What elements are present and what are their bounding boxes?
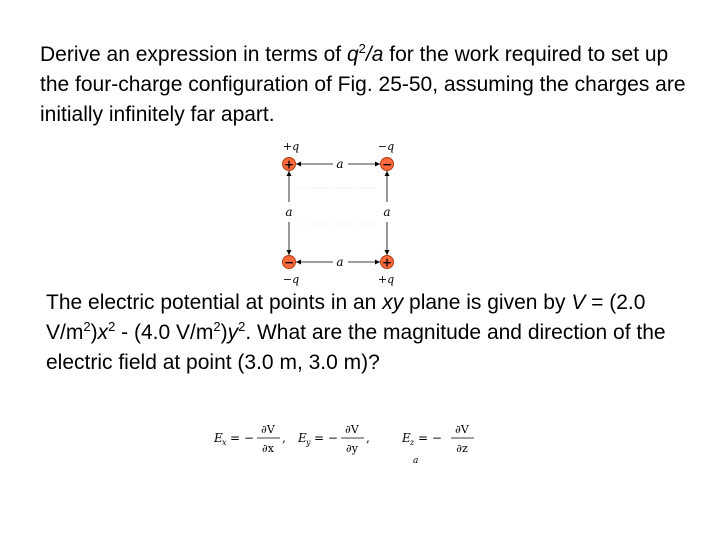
charge-label: −q	[377, 140, 395, 153]
problem-2-text	[46, 288, 706, 378]
formula-numerator: ∂V	[345, 423, 359, 436]
side-label: a	[285, 205, 293, 219]
arrowhead	[375, 162, 380, 167]
side-label: a	[383, 205, 391, 219]
formula-numerator: ∂V	[455, 423, 469, 436]
formula-equals: = −	[418, 431, 442, 445]
formula-stray-label: a	[413, 456, 419, 466]
text-run: y	[227, 321, 239, 344]
arrowhead	[287, 171, 292, 176]
side-label: a	[336, 255, 344, 269]
formula-numerator: ∂V	[261, 423, 275, 436]
arrowhead	[287, 250, 292, 255]
formula-denominator: ∂x	[262, 442, 274, 455]
electric-field-formula	[210, 410, 480, 470]
superscript: 2	[213, 319, 221, 334]
formula-comma: ,	[282, 431, 286, 445]
text-run: - (4.0 V/m	[115, 321, 214, 344]
formula-subscript: z	[410, 438, 415, 447]
arrowhead	[296, 260, 301, 265]
superscript: 2	[83, 319, 91, 334]
text-run: plane is given by	[403, 291, 572, 314]
formula-equals: = −	[314, 431, 338, 445]
superscript: 2	[108, 319, 116, 334]
minus-sign: −	[283, 255, 295, 270]
four-charge-figure	[270, 138, 410, 286]
text-run: = (2.0 V/m	[46, 291, 646, 344]
plus-sign: +	[283, 157, 295, 172]
minus-sign: −	[381, 157, 393, 172]
plus-sign: +	[381, 255, 393, 270]
text-run: xy	[382, 291, 404, 314]
formula-denominator: ∂y	[346, 442, 358, 455]
arrowhead	[296, 162, 301, 167]
formula-symbol: E	[402, 431, 411, 445]
formula-subscript: x	[222, 438, 227, 447]
text-run: V	[571, 291, 586, 314]
text-run: Derive an expression in terms of	[40, 43, 347, 66]
side-label: a	[336, 157, 344, 171]
text-run: x	[97, 321, 109, 344]
formula-symbol: E	[298, 431, 307, 445]
superscript: 2	[238, 319, 246, 334]
problem-1-text	[40, 40, 700, 130]
formula-symbol: E	[214, 431, 223, 445]
formula-denominator: ∂z	[456, 442, 468, 455]
text-run: a	[371, 43, 384, 66]
formula-comma: ,	[366, 431, 370, 445]
formula-subscript: y	[306, 438, 311, 447]
text-run: /	[365, 43, 372, 66]
text-run: q	[346, 43, 359, 66]
charge-label: +q	[377, 273, 395, 286]
text-run: )	[90, 321, 98, 344]
formula-equals: = −	[230, 431, 254, 445]
text-run: for the work required to set up the four-charge configuration of Fig. 25-50, assuming the charges are initially infinitely far apart.	[40, 43, 686, 126]
text-run: The electric potential at points in an	[46, 291, 383, 314]
arrowhead	[385, 171, 390, 176]
charge-label: −q	[282, 273, 300, 286]
arrowhead	[385, 250, 390, 255]
text-run: . What are the magnitude and direction of the electric field at point (3.0 m, 3.0 m)?	[46, 321, 666, 374]
arrowhead	[375, 260, 380, 265]
superscript: 2	[358, 41, 366, 56]
text-run: )	[220, 321, 228, 344]
charge-label: +q	[282, 140, 300, 153]
